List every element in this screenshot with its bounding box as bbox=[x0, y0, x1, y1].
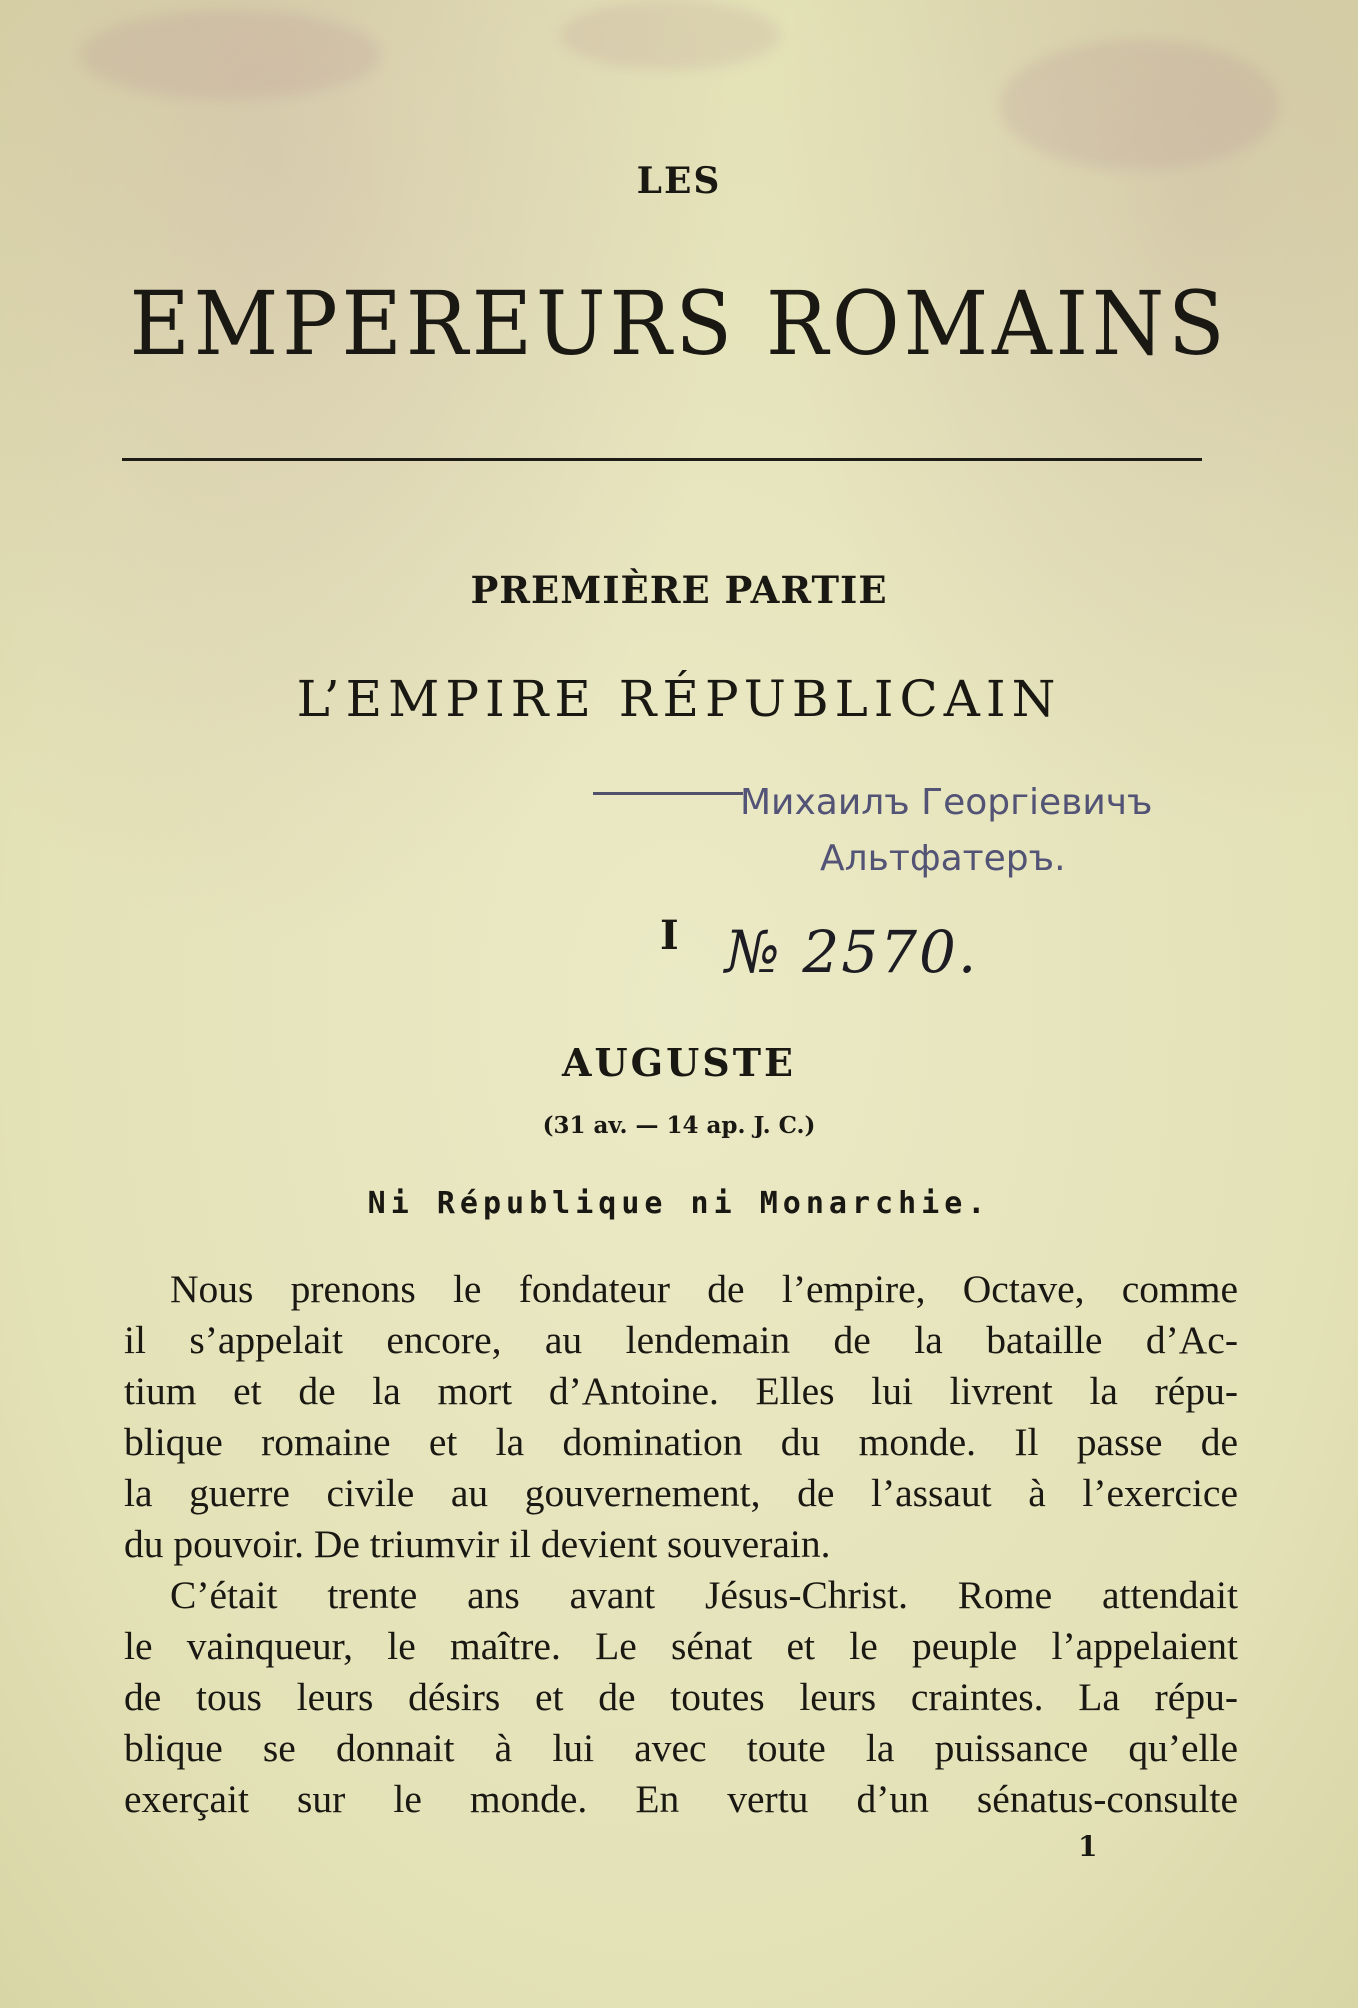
title-divider bbox=[122, 458, 1202, 461]
book-title: EMPEREURS ROMAINS bbox=[129, 272, 1229, 375]
paragraph-2 bbox=[124, 1570, 1238, 1825]
stamp-line-2: Альтфатеръ. bbox=[820, 838, 1066, 879]
text-line: exerçait sur le monde. En vertu d’un sénatus-consulte bbox=[124, 1777, 1238, 1821]
text-line: blique se donnait à lui avec toute la puissance qu’elle bbox=[124, 1726, 1238, 1770]
paragraph-1 bbox=[124, 1264, 1238, 1570]
stamp-line-1: Михаилъ Георгiевичъ bbox=[740, 782, 1153, 823]
paper-stain bbox=[80, 10, 380, 100]
text-line: Nous prenons le fondateur de l’empire, Octave, comme bbox=[170, 1267, 1238, 1311]
text-line: C’était trente ans avant Jésus-Christ. Rome attendait bbox=[170, 1573, 1238, 1617]
page-number: 1 bbox=[1078, 1830, 1098, 1863]
handwritten-inventory-number: № 2570. bbox=[725, 918, 979, 986]
text-line: le vainqueur, le maître. Le sénat et le peuple l’appelaient bbox=[124, 1624, 1238, 1668]
owner-stamp bbox=[740, 775, 1240, 887]
chapter-dates: (31 av. — 14 ap. J. C.) bbox=[542, 1112, 816, 1139]
text-line: tium et de la mort d’Antoine. Elles lui livrent la répu- bbox=[124, 1369, 1238, 1413]
part-title: L’EMPIRE RÉPUBLICAIN bbox=[296, 670, 1062, 728]
paper-stain bbox=[560, 0, 780, 70]
chapter-title: AUGUSTE bbox=[562, 1040, 796, 1085]
chapter-epigraph: Ni République ni Monarchie. bbox=[367, 1186, 991, 1221]
chapter-number: I bbox=[660, 912, 679, 959]
body-text bbox=[124, 1264, 1238, 1825]
part-label: PREMIÈRE PARTIE bbox=[470, 568, 888, 612]
text-line: blique romaine et la domination du monde. Il passe de bbox=[124, 1420, 1238, 1464]
text-line: la guerre civile au gouvernement, de l’assaut à l’exercice bbox=[124, 1471, 1238, 1515]
text-line: du pouvoir. De triumvir il devient souverain. bbox=[124, 1522, 831, 1566]
text-line: de tous leurs désirs et de toutes leurs craintes. La répu- bbox=[124, 1675, 1238, 1719]
stamp-dash bbox=[593, 792, 743, 795]
paper-stain bbox=[1000, 40, 1280, 170]
book-title-prefix: LES bbox=[636, 160, 722, 202]
text-line: il s’appelait encore, au lendemain de la bataille d’Ac- bbox=[124, 1318, 1238, 1362]
